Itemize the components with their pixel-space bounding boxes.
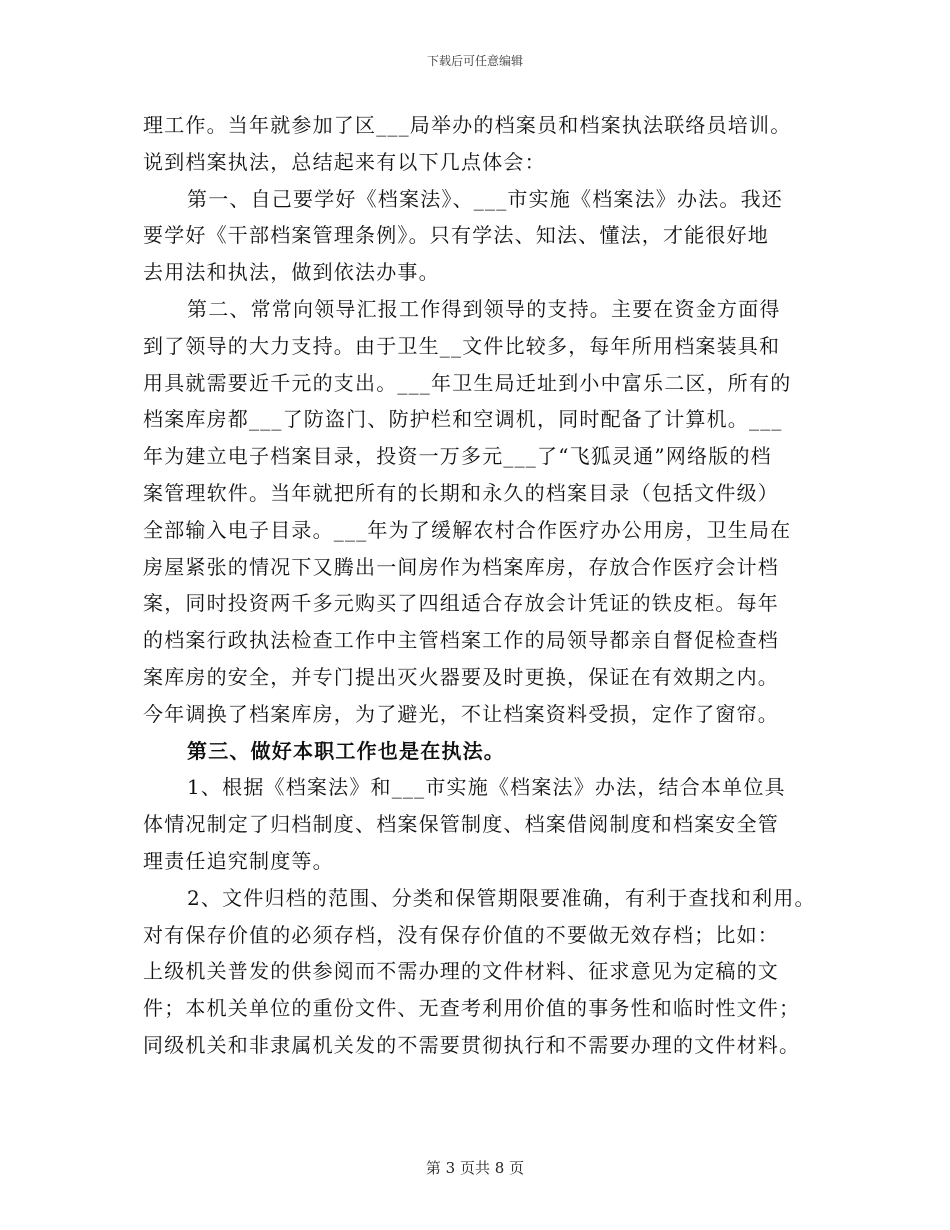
text-line: 年为建立电子档案目录，投资一万多元___了“飞狐灵通”网络版的档 bbox=[143, 444, 772, 469]
text-line: 对有保存价值的必须存档，没有保存价值的不要做无效存档；比如： bbox=[143, 922, 779, 947]
text-line: 案，同时投资两千多元购买了四组适合存放会计凭证的铁皮柜。每年 bbox=[143, 591, 779, 616]
text-line: 全部输入电子目录。___年为了缓解农村合作医疗办公用房，卫生局在 bbox=[143, 517, 792, 542]
text-line: 的档案行政执法检查工作中主管档案工作的局领导都亲自督促检查档 bbox=[143, 628, 779, 653]
paragraph-first-point: 第一、自己要学好《档案法》、___市实施《档案法》办法。我还 bbox=[187, 186, 783, 211]
text-line: 房屋紧张的情况下又腾出一间房作为档案库房，存放合作医疗会计档 bbox=[143, 554, 779, 579]
text-line: 同级机关和非隶属机关发的不需要贯彻执行和不需要办理的文件材料。 bbox=[143, 1032, 801, 1057]
text-line: 今年调换了档案库房，为了避光，不让档案资料受损，定作了窗帘。 bbox=[143, 701, 779, 726]
text-line: 理责任追究制度等。 bbox=[143, 848, 334, 873]
text-line: 说到档案执法，总结起来有以下几点体会： bbox=[143, 149, 546, 174]
text-line: 理工作。当年就参加了区___局举办的档案员和档案执法联络员培训。 bbox=[143, 113, 792, 137]
text-line: 上级机关普发的供参阅而不需办理的文件材料、征求意见为定稿的文 bbox=[143, 959, 779, 984]
page-header: 下载后可任意编辑 bbox=[426, 54, 523, 68]
text-line: 案库房的安全，并专门提出灭火器要及时更换，保证在有效期之内。 bbox=[143, 664, 779, 689]
paragraph-item-2: 2、文件归档的范围、分类和保管期限要准确，有利于查找和利用。 bbox=[187, 885, 816, 910]
text-line: 要学好《干部档案管理条例》。只有学法、知法、懂法，才能很好地 bbox=[143, 223, 769, 248]
text-line: 件；本机关单位的重份文件、无查考利用价值的事务性和临时性文件； bbox=[143, 996, 801, 1021]
page-footer: 第 3 页共 8 页 bbox=[425, 1159, 525, 1177]
text-line: 体情况制定了归档制度、档案保管制度、档案借阅制度和档案安全管 bbox=[143, 812, 779, 837]
section-heading-third-point: 第三、做好本职工作也是在执法。 bbox=[187, 738, 505, 763]
paragraph-item-1: 1、根据《档案法》和___市实施《档案法》办法，结合本单位具 bbox=[187, 775, 786, 800]
document-body bbox=[143, 107, 823, 1064]
paragraph-second-point: 第二、常常向领导汇报工作得到领导的支持。主要在资金方面得 bbox=[187, 296, 781, 321]
text-line: 案管理软件。当年就把所有的长期和永久的档案目录（包括文件级） bbox=[143, 480, 779, 505]
text-line: 到了领导的大力支持。由于卫生__文件比较多，每年所用档案装具和 bbox=[143, 333, 781, 358]
text-line: 档案库房都___了防盗门、防护栏和空调机，同时配备了计算机。___ bbox=[143, 407, 783, 432]
text-line: 去用法和执法，做到依法办事。 bbox=[143, 260, 440, 285]
text-line: 用具就需要近千元的支出。___年卫生局迁址到小中富乐二区，所有的 bbox=[143, 370, 792, 395]
